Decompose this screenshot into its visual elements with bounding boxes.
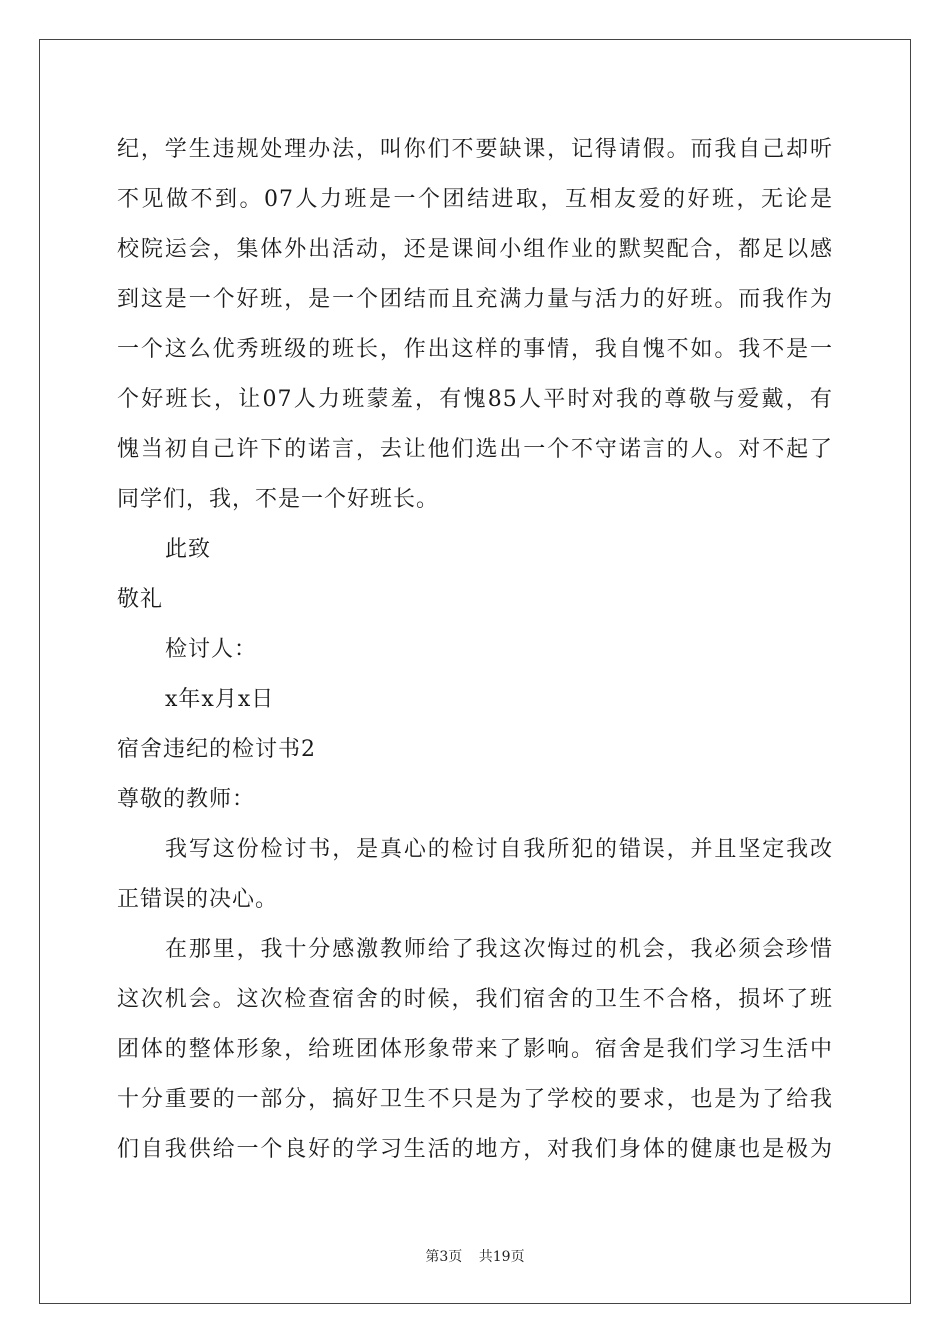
date-line: x年x月x日	[165, 687, 275, 712]
page-total: 共19页	[478, 1249, 525, 1265]
text-line: 们自我供给一个良好的学习生活的地方，对我们身体的健康也是极为	[117, 1137, 833, 1162]
signer-label: 检讨人：	[165, 637, 258, 662]
text-line: 正错误的决心。	[117, 887, 279, 912]
text-line: 这次机会。这次检查宿舍的时候，我们宿舍的卫生不合格，损坏了班	[117, 987, 833, 1012]
closing-respect: 敬礼	[117, 587, 164, 612]
section-title: 宿舍违纪的检讨书2	[117, 737, 316, 762]
text-line: 愧当初自己许下的诺言，去让他们选出一个不守诺言的人。对不起了	[117, 437, 833, 462]
page-number: 第3页	[425, 1249, 463, 1265]
paragraph	[117, 825, 833, 925]
text-line: 不见做不到。07人力班是一个团结进取，互相友爱的好班，无论是	[117, 187, 833, 212]
text-line: 我写这份检讨书，是真心的检讨自我所犯的错误，并且坚定我改	[165, 837, 833, 862]
text-line: 到这是一个好班，是一个团结而且充满力量与活力的好班。而我作为	[117, 287, 833, 312]
text-line: 校院运会，集体外出活动，还是课间小组作业的默契配合，都足以感	[117, 237, 833, 262]
text-line: 十分重要的一部分，搞好卫生不只是为了学校的要求，也是为了给我	[117, 1087, 833, 1112]
text-line: 同学们，我，不是一个好班长。	[117, 487, 440, 512]
page-footer	[0, 1247, 950, 1267]
document-body	[117, 125, 833, 1175]
paragraph	[117, 125, 833, 525]
text-line: 个好班长，让07人力班蒙羞，有愧85人平时对我的尊敬与爱戴，有	[117, 387, 833, 412]
paragraph	[117, 925, 833, 1175]
text-line: 在那里，我十分感激教师给了我这次悔过的机会，我必须会珍惜	[165, 937, 833, 962]
text-line: 一个这么优秀班级的班长，作出这样的事情，我自愧不如。我不是一	[117, 337, 833, 362]
closing-salutation: 此致	[165, 537, 212, 562]
greeting: 尊敬的教师：	[117, 787, 256, 812]
text-line: 团体的整体形象，给班团体形象带来了影响。宿舍是我们学习生活中	[117, 1037, 833, 1062]
text-line: 纪，学生违规处理办法，叫你们不要缺课，记得请假。而我自己却听	[117, 137, 833, 162]
